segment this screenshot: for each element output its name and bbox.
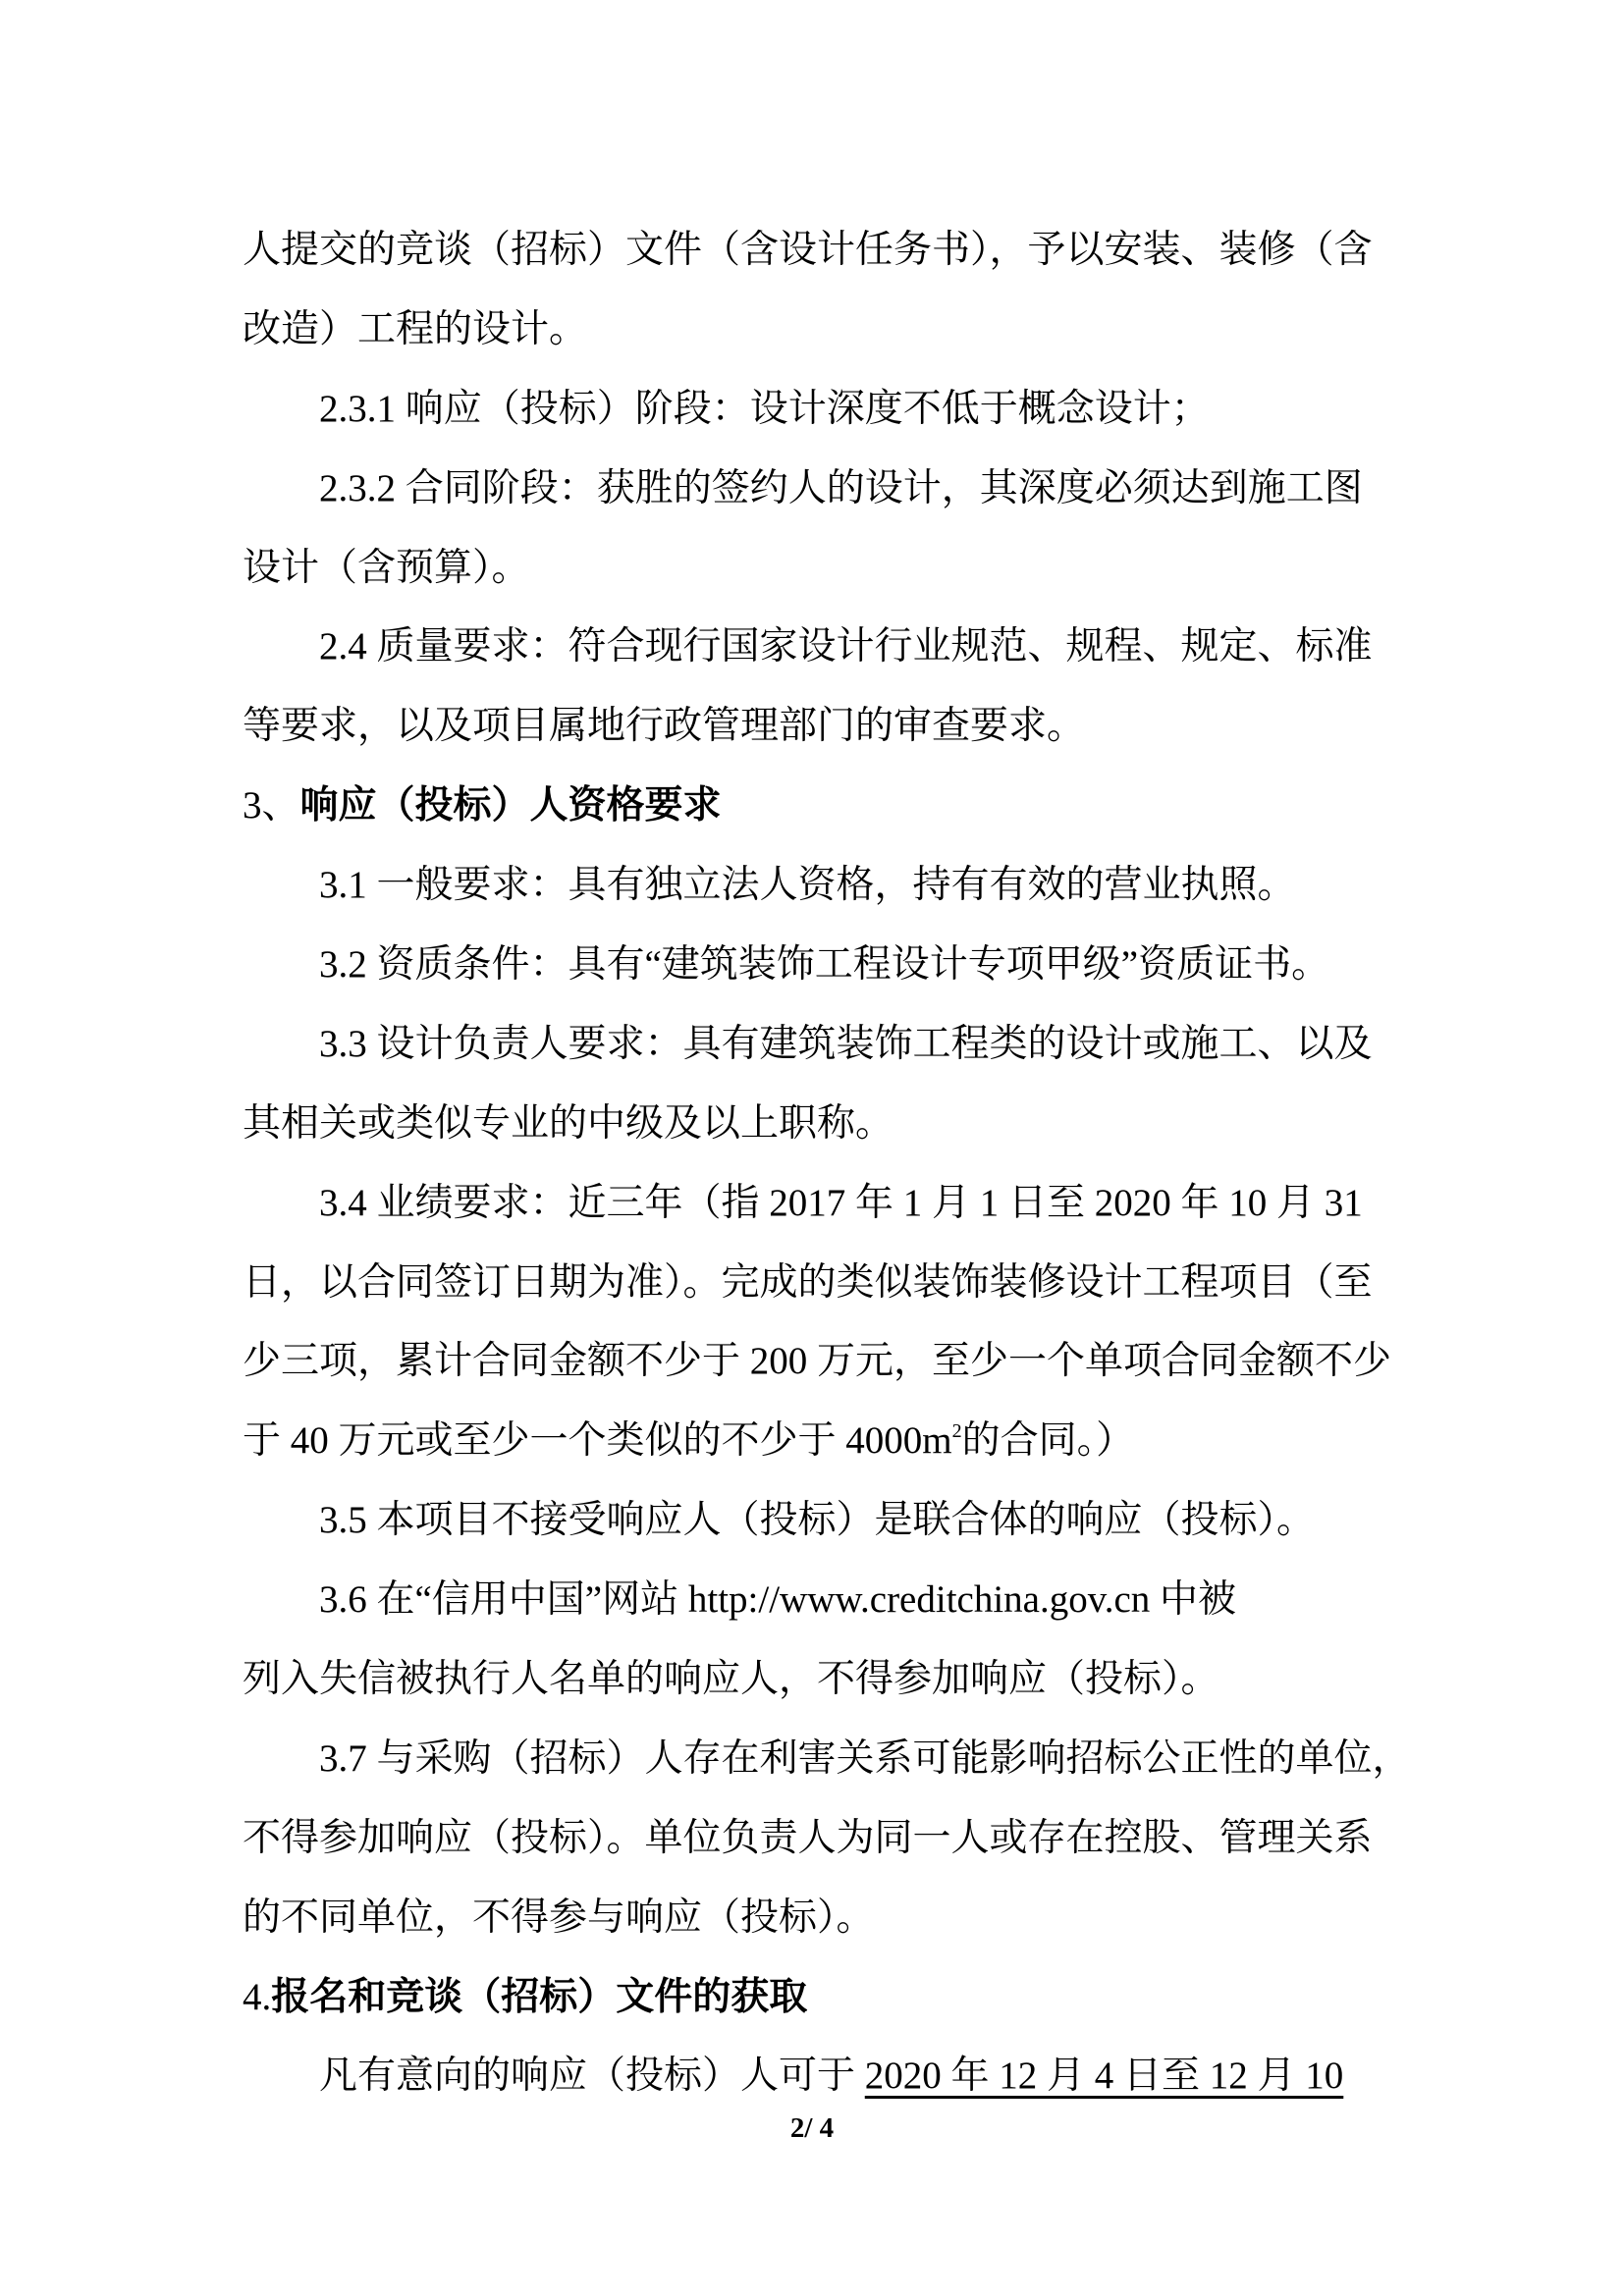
- clause-3-5: 3.5 本项目不接受响应人（投标）是联合体的响应（投标）。: [319, 1499, 1316, 1542]
- paragraph-line: 等要求，以及项目属地行政管理部门的审查要求。: [243, 705, 1086, 748]
- heading-number: 3、: [243, 784, 300, 828]
- clause-3-2: 3.2 资质条件：具有“建筑装饰工程设计专项甲级”资质证书。: [319, 943, 1330, 987]
- heading-number: 4.: [243, 1975, 272, 2018]
- paragraph-line: 人提交的竞谈（招标）文件（含设计任务书），予以安装、装修（含: [243, 229, 1373, 271]
- paragraph-line: 设计（含预算）。: [243, 546, 530, 589]
- paragraph-line: 改造）工程的设计。: [243, 307, 588, 350]
- page-number: 2/ 4: [789, 2112, 835, 2144]
- paragraph-line-registration-period: [243, 2037, 1396, 2116]
- section-3-heading: [243, 767, 1396, 846]
- heading-text: 报名和竞谈（招标）文件的获取: [271, 1975, 808, 2018]
- section-4-heading: [243, 1958, 1396, 2038]
- paragraph-line: 列入失信被执行人名单的响应人，不得参加响应（投标）。: [243, 1658, 1219, 1701]
- clause-3-3: 3.3 设计负责人要求：具有建筑装饰工程类的设计或施工、以及: [319, 1022, 1373, 1065]
- paragraph-line: 不得参加响应（投标）。单位负责人为同一人或存在控股、管理关系: [243, 1816, 1373, 1859]
- clause-3-1: 3.1 一般要求：具有独立法人资格，持有有效的营业执照。: [319, 864, 1296, 907]
- clause-3-6: 3.6 在“信用中国”网站 http://www.creditchina.gov.cn 中被: [319, 1578, 1237, 1622]
- text-segment: 的合同。）: [961, 1419, 1135, 1463]
- paragraph-line: 日，以合同签订日期为准）。完成的类似装饰装修设计工程项目（至: [243, 1260, 1373, 1304]
- paragraph-line-area-requirement: [243, 1402, 1396, 1481]
- text-segment: 凡有意向的响应（投标）人可于: [319, 2055, 865, 2098]
- clause-3-4: 3.4 业绩要求：近三年（指 2017 年 1 月 1 日至 2020 年 10 月 31: [319, 1181, 1363, 1224]
- superscript-2: 2: [951, 1420, 962, 1443]
- heading-text: 响应（投标）人资格要求: [299, 784, 722, 828]
- clause-2-3-2: 2.3.2 合同阶段：获胜的签约人的设计，其深度必须达到施工图: [319, 466, 1363, 509]
- clause-2-4: 2.4 质量要求：符合现行国家设计行业规范、规程、规定、标准: [319, 625, 1373, 668]
- paragraph-line: 的不同单位，不得参与响应（投标）。: [243, 1896, 875, 1939]
- underlined-date-range: 2020 年 12 月 4 日至 12 月 10: [864, 2055, 1344, 2098]
- paragraph-line: 少三项，累计合同金额不少于 200 万元，至少一个单项合同金额不少: [243, 1340, 1392, 1383]
- document-body: [243, 211, 1411, 2116]
- text-segment: 于 40 万元或至少一个类似的不少于 4000m: [243, 1419, 952, 1463]
- clause-2-3-1: 2.3.1 响应（投标）阶段：设计深度不低于概念设计；: [319, 387, 1210, 430]
- paragraph-line: 其相关或类似专业的中级及以上职称。: [243, 1101, 894, 1145]
- clause-3-7: 3.7 与采购（招标）人存在利害关系可能影响招标公正性的单位，: [319, 1736, 1411, 1780]
